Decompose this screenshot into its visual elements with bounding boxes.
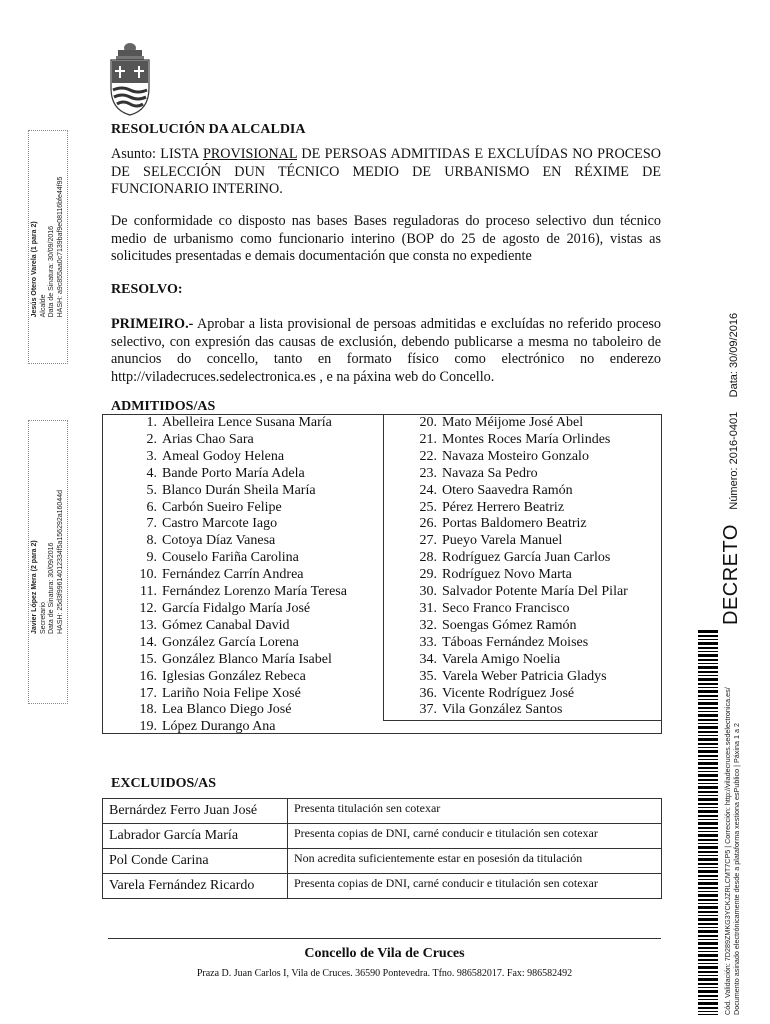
- item-number: 37.: [419, 702, 437, 718]
- item-number: 1.: [146, 415, 157, 430]
- item-number: 4.: [146, 465, 157, 481]
- barcode-bar: [698, 855, 718, 856]
- barcode-bar: [698, 867, 718, 868]
- barcode-bar: [698, 851, 718, 853]
- barcode-bar: [698, 846, 718, 849]
- list-item: [411, 449, 628, 466]
- item-name: Mato Méijome José Abel: [442, 415, 584, 430]
- primeiro-label: PRIMEIRO.-: [111, 316, 194, 332]
- footer-institution: Concello de Vila de Cruces: [304, 946, 465, 961]
- item-name: Iglesias González Rebeca: [162, 668, 306, 684]
- item-number: 19.: [139, 719, 157, 735]
- barcode-bar: [698, 699, 718, 700]
- item-number: 31.: [419, 600, 437, 616]
- barcode-bar: [698, 858, 718, 861]
- barcode-bar: [698, 779, 718, 781]
- barcode-bar: [698, 810, 718, 813]
- item-number: 27.: [419, 533, 437, 549]
- list-item: [411, 432, 628, 449]
- item-number: 15.: [139, 651, 157, 667]
- list-item: [411, 635, 628, 652]
- signature-hash: HASH: a9c855aa0c7139baf9e08116bfe44f95: [56, 176, 64, 318]
- barcode-bar: [698, 726, 718, 729]
- item-name: Fernández Carrín Andrea: [162, 567, 304, 583]
- barcode-bar: [698, 1011, 718, 1012]
- list-item: [117, 669, 347, 686]
- barcode-bar: [698, 963, 718, 964]
- barcode-bar: [698, 714, 718, 717]
- barcode-bar: [698, 659, 718, 661]
- barcode-bar: [698, 891, 718, 892]
- validation-text: [724, 687, 741, 1015]
- barcode-bar: [698, 719, 718, 721]
- table-divider: [383, 415, 384, 720]
- signer-role: Secretario: [39, 602, 47, 635]
- validation-line: Documento asinado electrónicamente desde a plataforma xestiona esPublico | Páxina 1 a 2: [731, 723, 741, 1015]
- item-name: Fernández Lorenzo María Teresa: [162, 584, 347, 600]
- item-number: 13.: [139, 617, 157, 633]
- list-item: [411, 500, 628, 517]
- list-item: [117, 719, 347, 736]
- validation-barcode: [698, 630, 718, 1015]
- item-name: Vila González Santos: [442, 702, 563, 718]
- barcode-bar: [698, 879, 718, 880]
- barcode-bar: [698, 771, 718, 772]
- list-item: [117, 432, 347, 449]
- barcode-bar: [698, 987, 718, 988]
- barcode-bar: [698, 983, 718, 985]
- item-number: 7.: [146, 516, 157, 532]
- item-number: 18.: [139, 702, 157, 718]
- list-item: [411, 652, 628, 669]
- barcode-bar: [698, 978, 718, 981]
- item-number: 21.: [419, 431, 437, 447]
- list-item: [411, 601, 628, 618]
- barcode-bar: [698, 759, 718, 760]
- excluidos-table: [102, 798, 662, 899]
- list-item: [411, 584, 628, 601]
- item-number: 11.: [140, 584, 157, 600]
- item-number: 30.: [419, 584, 437, 600]
- list-item: [411, 550, 628, 567]
- item-number: 10.: [139, 567, 157, 583]
- barcode-bar: [698, 971, 718, 973]
- table-row: [103, 874, 662, 899]
- municipal-crest-logo: [108, 40, 152, 116]
- barcode-bar: [698, 630, 718, 633]
- item-name: Varela Weber Patricia Gladys: [442, 668, 607, 684]
- barcode-bar: [698, 786, 718, 789]
- item-name: Navaza Sa Pedro: [442, 465, 538, 481]
- list-item: [117, 483, 347, 500]
- barcode-bar: [698, 966, 718, 969]
- barcode-bar: [698, 951, 718, 952]
- barcode-bar: [698, 882, 718, 885]
- item-number: 20.: [419, 415, 437, 430]
- barcode-bar: [698, 639, 718, 640]
- item-name: González Blanco María Isabel: [162, 651, 332, 667]
- barcode-bar: [698, 651, 718, 652]
- barcode-bar: [698, 747, 718, 748]
- item-number: 5.: [146, 482, 157, 498]
- list-item: [411, 669, 628, 686]
- signature-hash: HASH: 25d3f99614012334f5a156292a16044d: [56, 489, 64, 635]
- list-item: [411, 415, 628, 432]
- signer-name: Jesús Otero Varela (1 para 2): [31, 221, 38, 318]
- barcode-bar: [698, 827, 718, 829]
- list-item: [117, 652, 347, 669]
- item-name: Gómez Canabal David: [162, 617, 290, 633]
- barcode-bar: [698, 635, 718, 637]
- decreto-label: [720, 313, 743, 625]
- primeiro-text: Aprobar a lista provisional de persoas admitidas e excluídas no referido proceso selectivo, con expresión das causas de exclusión, debendo publicarse a mesma no taboleiro de anuncios do concello, tanto en formato físico como electrónico no enderezo http://viladecruces.sedelectronica.es , e na páxina web do Concello.: [111, 316, 661, 385]
- list-item: [411, 483, 628, 500]
- barcode-bar: [698, 915, 718, 916]
- list-item: [117, 550, 347, 567]
- primeiro-paragraph: [111, 316, 661, 386]
- item-name: Carbón Sueiro Felipe: [162, 499, 282, 515]
- signature-box-mayor: [28, 130, 68, 364]
- barcode-bar: [698, 995, 718, 997]
- list-item: [117, 516, 347, 533]
- excluded-name: Pol Conde Carina: [103, 849, 288, 874]
- barcode-bar: [698, 839, 718, 841]
- barcode-bar: [698, 654, 718, 657]
- item-number: 24.: [419, 482, 437, 498]
- item-name: Salvador Potente María Del Pilar: [442, 584, 628, 600]
- barcode-bar: [698, 918, 718, 921]
- barcode-bar: [698, 711, 718, 712]
- decreto-number: Número: 2016-0401: [728, 411, 740, 510]
- item-name: Pueyo Varela Manuel: [442, 533, 563, 549]
- item-number: 35.: [419, 668, 437, 684]
- decreto-date: Data: 30/09/2016: [728, 312, 740, 398]
- barcode-bar: [698, 954, 718, 957]
- item-name: Navaza Mosteiro Gonzalo: [442, 448, 589, 464]
- item-number: 6.: [146, 499, 157, 515]
- table-row: [103, 849, 662, 874]
- barcode-bar: [698, 831, 718, 832]
- item-number: 28.: [419, 550, 437, 566]
- item-name: Cotoya Díaz Vanesa: [162, 533, 276, 549]
- barcode-bar: [698, 1007, 718, 1009]
- item-name: Soengas Gómez Ramón: [442, 617, 577, 633]
- item-name: García Fidalgo María José: [162, 600, 311, 616]
- barcode-bar: [698, 807, 718, 808]
- barcode-bar: [698, 678, 718, 681]
- item-name: Otero Saavedra Ramón: [442, 482, 573, 498]
- intro-paragraph: De conformidade co disposto nas bases Bases reguladoras do proceso selectivo dun técnico medio de urbanismo como funcionario interino (BOP do 25 de agosto de 2016), vistas as solicitudes presentadas e demais documentación que consta no expediente: [111, 213, 661, 264]
- exclusion-reason: Presenta titulación sen cotexar: [288, 799, 662, 824]
- excluded-name: Labrador García María: [103, 824, 288, 849]
- admitidos-right-column: [411, 415, 628, 719]
- list-item: [117, 449, 347, 466]
- item-number: 25.: [419, 499, 437, 515]
- item-name: López Durango Ana: [162, 719, 276, 735]
- item-name: Castro Marcote Iago: [162, 516, 278, 532]
- subject-paragraph: [111, 146, 661, 199]
- signer-name: Javier López Mera (2 para 2): [31, 540, 38, 635]
- item-name: Bande Porto María Adela: [162, 465, 305, 481]
- barcode-bar: [698, 683, 718, 685]
- barcode-bar: [698, 815, 718, 817]
- item-number: 33.: [419, 634, 437, 650]
- subject-rest: DE PERSOAS ADMITIDAS E EXCLUÍDAS NO PROCESO DE SELECCIÓN DUN TÉCNICO MEDIO DE URBANISMO EN RÉXIME DE FUNCIONARIO INTERINO.: [111, 146, 661, 197]
- item-name: Varela Amigo Noelia: [442, 651, 561, 667]
- list-item: [411, 516, 628, 533]
- item-number: 17.: [139, 685, 157, 701]
- item-name: Rodríguez García Juan Carlos: [442, 550, 611, 566]
- barcode-bar: [698, 939, 718, 940]
- barcode-bar: [698, 887, 718, 889]
- admitidos-heading: ADMITIDOS/AS: [111, 399, 216, 414]
- list-item: [117, 618, 347, 635]
- signer-role: Alcalde: [39, 294, 47, 318]
- exclusion-reason: Non acredita suficientemente estar en posesión da titulación: [288, 849, 662, 874]
- barcode-bar: [698, 663, 718, 664]
- barcode-bar: [698, 675, 718, 676]
- barcode-bar: [698, 899, 718, 901]
- item-number: 9.: [146, 550, 157, 566]
- item-name: Arias Chao Sara: [162, 431, 254, 447]
- barcode-bar: [698, 767, 718, 769]
- item-number: 29.: [419, 567, 437, 583]
- table-row: [103, 824, 662, 849]
- barcode-bar: [698, 870, 718, 873]
- table-divider: [383, 720, 661, 721]
- item-number: 22.: [419, 448, 437, 464]
- barcode-bar: [698, 707, 718, 709]
- barcode-bar: [698, 750, 718, 753]
- list-item: [117, 601, 347, 618]
- barcode-bar: [698, 735, 718, 736]
- list-item: [117, 466, 347, 483]
- exclusion-reason: Presenta copias de DNI, carné conducir e titulación sen cotexar: [288, 824, 662, 849]
- barcode-bar: [698, 923, 718, 925]
- item-number: 23.: [419, 465, 437, 481]
- barcode-bar: [698, 947, 718, 949]
- barcode-bar: [698, 671, 718, 673]
- list-item: [117, 567, 347, 584]
- barcode-bar: [698, 774, 718, 777]
- item-name: Blanco Durán Sheila María: [162, 482, 316, 498]
- barcode-bar: [698, 819, 718, 820]
- document-title: RESOLUCIÓN DA ALCALDIA: [111, 122, 306, 137]
- barcode-bar: [698, 666, 718, 669]
- barcode-bar: [698, 975, 718, 976]
- item-name: Portas Baldomero Beatriz: [442, 516, 587, 532]
- table-row: [103, 799, 662, 824]
- excluded-name: Varela Fernández Ricardo: [103, 874, 288, 899]
- barcode-bar: [698, 690, 718, 693]
- item-number: 32.: [419, 617, 437, 633]
- decreto-title: DECRETO: [720, 524, 742, 625]
- footer-address: Praza D. Juan Carlos I, Vila de Cruces. 36590 Pontevedra. Tfno. 986582017. Fax: 986582492: [196, 968, 573, 979]
- barcode-bar: [698, 647, 718, 649]
- barcode-bar: [698, 798, 718, 801]
- barcode-bar: [698, 999, 718, 1000]
- excluded-name: Bernárdez Ferro Juan José: [103, 799, 288, 824]
- signature-date: Data de Sinatura: 30/09/2016: [48, 225, 55, 318]
- barcode-bar: [698, 906, 718, 909]
- barcode-bar: [698, 687, 718, 688]
- barcode-bar: [698, 911, 718, 913]
- excluidos-heading: EXCLUIDOS/AS: [111, 776, 217, 791]
- item-name: Seco Franco Francisco: [442, 600, 570, 616]
- barcode-bar: [698, 791, 718, 793]
- item-number: 12.: [139, 600, 157, 616]
- barcode-bar: [698, 738, 718, 741]
- barcode-bar: [698, 803, 718, 805]
- item-number: 2.: [146, 431, 157, 447]
- item-name: González García Lorena: [162, 634, 299, 650]
- barcode-bar: [698, 795, 718, 796]
- validation-line: Cód. Validación: 7D289ZMKG3YCKJZRLCMT7CP5 | Corrección: http://viladecruces.sedelectronica.es/: [723, 687, 732, 1015]
- barcode-bar: [698, 731, 718, 733]
- item-number: 8.: [146, 533, 157, 549]
- admitidos-table: [102, 414, 662, 734]
- barcode-bar: [698, 927, 718, 928]
- barcode-bar: [698, 783, 718, 784]
- barcode-bar: [698, 723, 718, 724]
- item-number: 36.: [419, 685, 437, 701]
- list-item: [117, 500, 347, 517]
- subject-underlined: PROVISIONAL: [202, 146, 297, 162]
- item-number: 14.: [139, 634, 157, 650]
- item-name: Ameal Godoy Helena: [162, 448, 285, 464]
- barcode-bar: [698, 743, 718, 745]
- barcode-bar: [698, 762, 718, 765]
- list-item: [117, 533, 347, 550]
- barcode-bar: [698, 959, 718, 961]
- list-item: [411, 567, 628, 584]
- admitidos-left-column: [117, 415, 347, 736]
- list-item: [117, 702, 347, 719]
- signature-date: Data de Sinatura: 30/09/2016: [48, 542, 55, 635]
- list-item: [411, 702, 628, 719]
- signature-box-secretary: [28, 420, 68, 704]
- list-item: [411, 466, 628, 483]
- item-name: Táboas Fernández Moises: [442, 634, 589, 650]
- barcode-bar: [698, 894, 718, 897]
- barcode-bar: [698, 863, 718, 865]
- barcode-bar: [698, 875, 718, 877]
- item-name: Couselo Fariña Carolina: [162, 550, 299, 566]
- barcode-bar: [698, 930, 718, 933]
- list-item: [411, 686, 628, 703]
- barcode-bar: [698, 755, 718, 757]
- item-number: 3.: [146, 448, 157, 464]
- subject-prefix: Asunto: LISTA: [111, 146, 203, 162]
- item-number: 26.: [419, 516, 437, 532]
- barcode-bar: [698, 990, 718, 993]
- list-item: [117, 686, 347, 703]
- barcode-bar: [698, 834, 718, 837]
- list-item: [411, 533, 628, 550]
- item-number: 34.: [419, 651, 437, 667]
- barcode-bar: [698, 695, 718, 697]
- barcode-bar: [698, 822, 718, 825]
- barcode-bar: [698, 935, 718, 937]
- barcode-bar: [698, 903, 718, 904]
- item-number: 16.: [139, 668, 157, 684]
- barcode-bar: [698, 942, 718, 945]
- list-item: [411, 618, 628, 635]
- item-name: Rodríguez Novo Marta: [442, 567, 572, 583]
- list-item: [117, 415, 347, 432]
- item-name: Lariño Noia Felipe Xosé: [162, 685, 301, 701]
- barcode-bar: [698, 843, 718, 844]
- item-name: Montes Roces María Orlindes: [442, 431, 611, 447]
- footer-divider: [108, 938, 661, 939]
- item-name: Pérez Herrero Beatriz: [442, 499, 565, 515]
- item-name: Lea Blanco Diego José: [162, 702, 292, 718]
- list-item: [117, 584, 347, 601]
- barcode-bar: [698, 642, 718, 645]
- barcode-bar: [698, 1014, 718, 1015]
- barcode-bar: [698, 1002, 718, 1005]
- item-name: Abelleira Lence Susana María: [162, 415, 332, 430]
- exclusion-reason: Presenta copias de DNI, carné conducir e titulación sen cotexar: [288, 874, 662, 899]
- list-item: [117, 635, 347, 652]
- barcode-bar: [698, 702, 718, 705]
- item-name: Vicente Rodríguez José: [442, 685, 575, 701]
- resolvo-heading: RESOLVO:: [111, 282, 183, 297]
